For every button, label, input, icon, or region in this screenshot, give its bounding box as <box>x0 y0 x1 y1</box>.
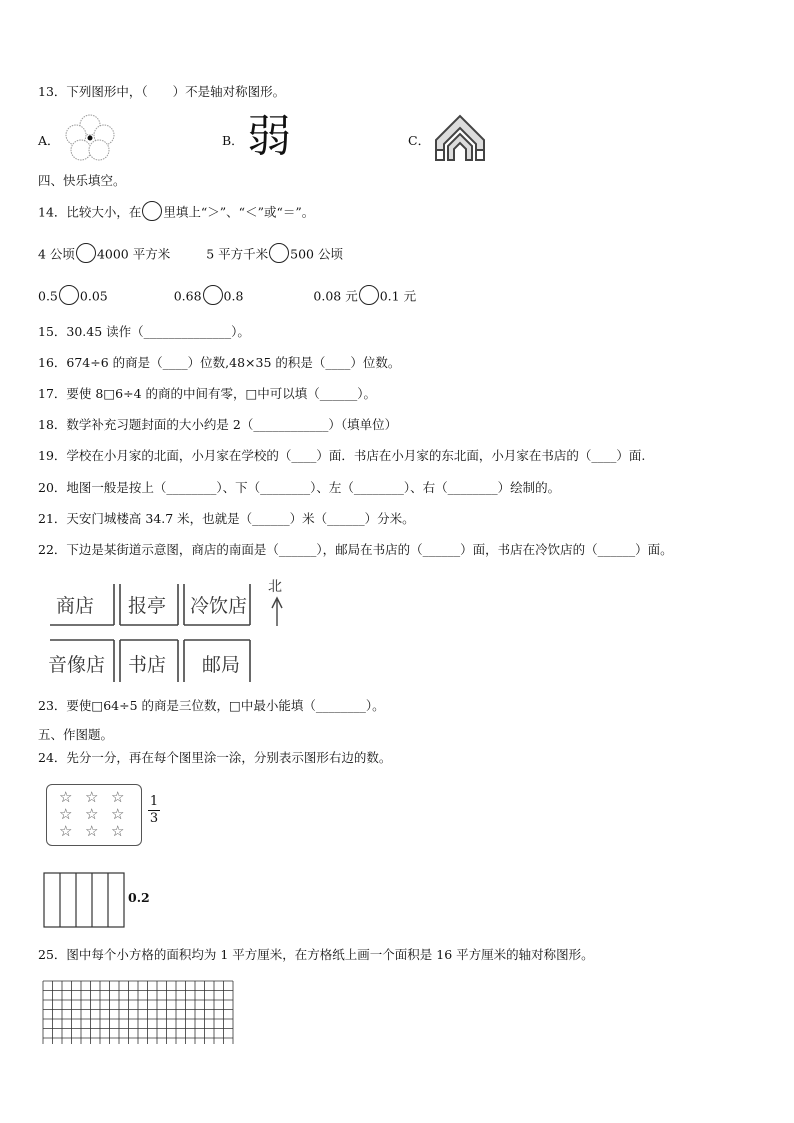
q14-stem-part-a: 14．比较大小，在 <box>38 204 142 220</box>
q14-r1-b-right: 500 公顷 <box>290 246 343 262</box>
street-map <box>44 578 304 688</box>
fraction-denominator: 3 <box>149 811 159 826</box>
maze-symbol-figure <box>432 110 488 166</box>
q14-r2-c-left: 0.08 元 <box>313 288 358 304</box>
q19: 19．学校在小月家的北面，小月家在学校的（____）面．书店在小月家的东北面，小月家在书店的（____）面. <box>38 448 646 463</box>
q14-stem-part-b: 里填上“＞”、“＜”或“＝”。 <box>163 204 315 220</box>
q14-r2-c-right: 0.1 元 <box>379 288 417 304</box>
star-icon: ☆ <box>111 788 125 806</box>
street-kiosk: 报亭 <box>128 595 167 617</box>
section-4-title: 四、快乐填空。 <box>38 173 126 188</box>
star-icon: ☆ <box>85 822 99 840</box>
star-box[interactable] <box>46 784 142 846</box>
q22: 22．下边是某街道示意图，商店的南面是（______），邮局在书店的（______）面，书店在冷饮店的（______）面。 <box>38 542 673 557</box>
q20: 20．地图一般是按上（________）、下（________）、左（________）、右（________）绘制的。 <box>38 480 561 495</box>
street-av-shop: 音像店 <box>48 654 106 676</box>
q14-r2-b-left: 0.68 <box>173 288 202 304</box>
q14-r1-a-right: 4000 平方米 <box>96 246 171 262</box>
street-post-office: 邮局 <box>202 654 241 676</box>
star-icon: ☆ <box>111 805 125 823</box>
q16: 16．674÷6 的商是（____）位数,48×35 的积是（____）位数。 <box>38 355 401 370</box>
section-5-title: 五、作图题。 <box>38 727 114 742</box>
q17: 17．要使 8□6÷4 的商的中间有零，□中可以填（______）。 <box>38 386 377 401</box>
answer-circle[interactable] <box>359 285 379 305</box>
fraction-numerator: 1 <box>149 794 159 809</box>
five-part-rectangle[interactable] <box>43 872 125 928</box>
q24-stem: 24．先分一分，再在每个图里涂一涂，分别表示图形右边的数。 <box>38 750 392 765</box>
star-icon: ☆ <box>59 788 73 806</box>
q25: 25．图中每个小方格的面积均为 1 平方厘米，在方格纸上画一个面积是 16 平方厘米的轴对称图形。 <box>38 947 594 962</box>
q14-row-1 <box>38 245 343 265</box>
ruo-character: 弱 <box>247 111 291 162</box>
q14-r2-b-right: 0.8 <box>223 288 244 304</box>
decimal-label: 0.2 <box>128 890 150 905</box>
street-bookstore: 书店 <box>128 654 167 676</box>
q21: 21．天安门城楼高 34.7 米，也就是（______）米（______）分米。 <box>38 511 415 526</box>
q14-r2-a-right: 0.05 <box>79 288 108 304</box>
compare-circle <box>142 201 162 221</box>
q13-option-a-label: A． <box>38 133 60 148</box>
star-icon: ☆ <box>85 788 99 806</box>
q14-row-2 <box>38 287 416 307</box>
north-label: 北 <box>268 579 282 595</box>
q14-r2-a-left: 0.5 <box>38 288 58 304</box>
answer-circle[interactable] <box>203 285 223 305</box>
star-icon: ☆ <box>85 805 99 823</box>
q14-r1-b-left: 5 平方千米 <box>206 246 269 262</box>
answer-circle[interactable] <box>269 243 289 263</box>
q13-stem: 13．下列图形中，（ ）不是轴对称图形。 <box>38 84 286 99</box>
answer-circle[interactable] <box>76 243 96 263</box>
street-shop: 商店 <box>56 595 95 617</box>
fraction-one-third <box>148 795 160 826</box>
star-icon: ☆ <box>111 822 125 840</box>
star-icon: ☆ <box>59 805 73 823</box>
q15: 15．30.45 读作（______________）。 <box>38 324 250 339</box>
q13-option-c-label: C． <box>408 133 431 148</box>
street-cold-drink: 冷饮店 <box>190 595 248 617</box>
q23: 23．要使□64÷5 的商是三位数，□中最小能填（________）。 <box>38 698 385 713</box>
star-icon: ☆ <box>59 822 73 840</box>
flower-figure <box>62 113 118 163</box>
q14-r1-a-left: 4 公顷 <box>38 246 75 262</box>
square-grid-paper[interactable] <box>42 980 236 1044</box>
q18: 18．数学补充习题封面的大小约是 2（____________）（填单位） <box>38 417 398 432</box>
q13-option-b-label: B． <box>222 133 244 148</box>
q14-stem <box>38 203 314 223</box>
answer-circle[interactable] <box>59 285 79 305</box>
